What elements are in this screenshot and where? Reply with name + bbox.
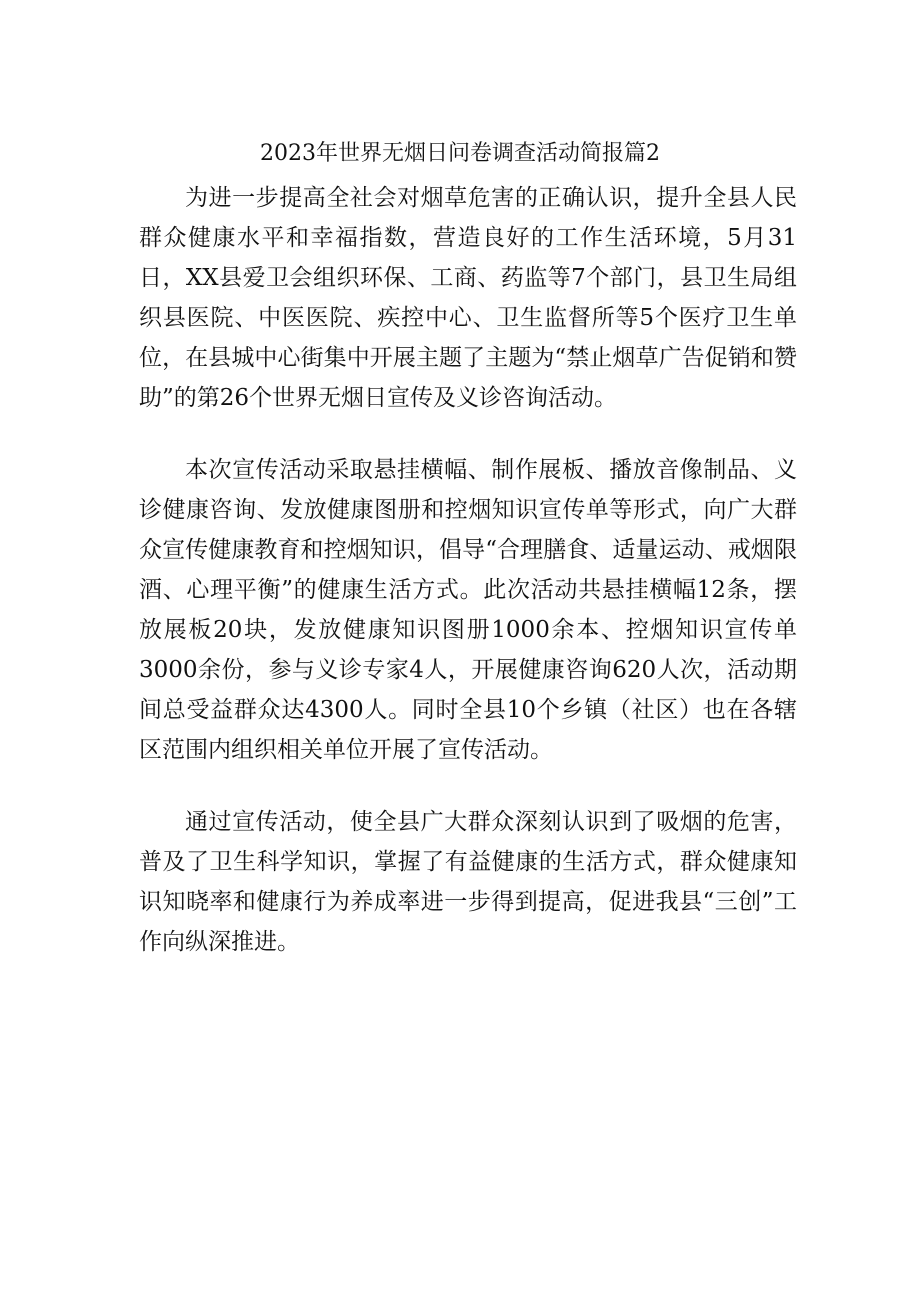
document-title: 2023年世界无烟日问卷调查活动简报篇2 [260, 141, 660, 166]
paragraph-activities: 本次宣传活动采取悬挂横幅、制作展板、播放音像制品、义诊健康咨询、发放健康图册和控烟知识宣传单等形式，向广大群众宣传健康教育和控烟知识，倡导“合理膳食、适量运动、戒烟限酒、心理平衡”的健康生活方式。此次活动共悬挂横幅12条，摆放展板20块，发放健康知识图册1000余本、控烟知识宣传单3000余份，参与义诊专家4人，开展健康咨询620人次，活动期间总受益群众达4300人。同时全县10个乡镇（社区）也在各辖区范围内组织相关单位开展了宣传活动。 [139, 457, 797, 763]
document-body [139, 178, 797, 962]
paragraph-conclusion: 通过宣传活动，使全县广大群众深刻认识到了吸烟的危害，普及了卫生科学知识，掌握了有益健康的生活方式，群众健康知识知晓率和健康行为养成率进一步得到提高，促进我县“三创”工作向纵深推进。 [139, 809, 797, 955]
paragraph-intro: 为进一步提高全社会对烟草危害的正确认识，提升全县人民群众健康水平和幸福指数，营造良好的工作生活环境，5月31日，XX县爱卫会组织环保、工商、药监等7个部门，县卫生局组织县医院、中医医院、疾控中心、卫生监督所等5个医疗卫生单位，在县城中心街集中开展主题了主题为“禁止烟草广告促销和赞助”的第26个世界无烟日宣传及义诊咨询活动。 [139, 185, 797, 411]
